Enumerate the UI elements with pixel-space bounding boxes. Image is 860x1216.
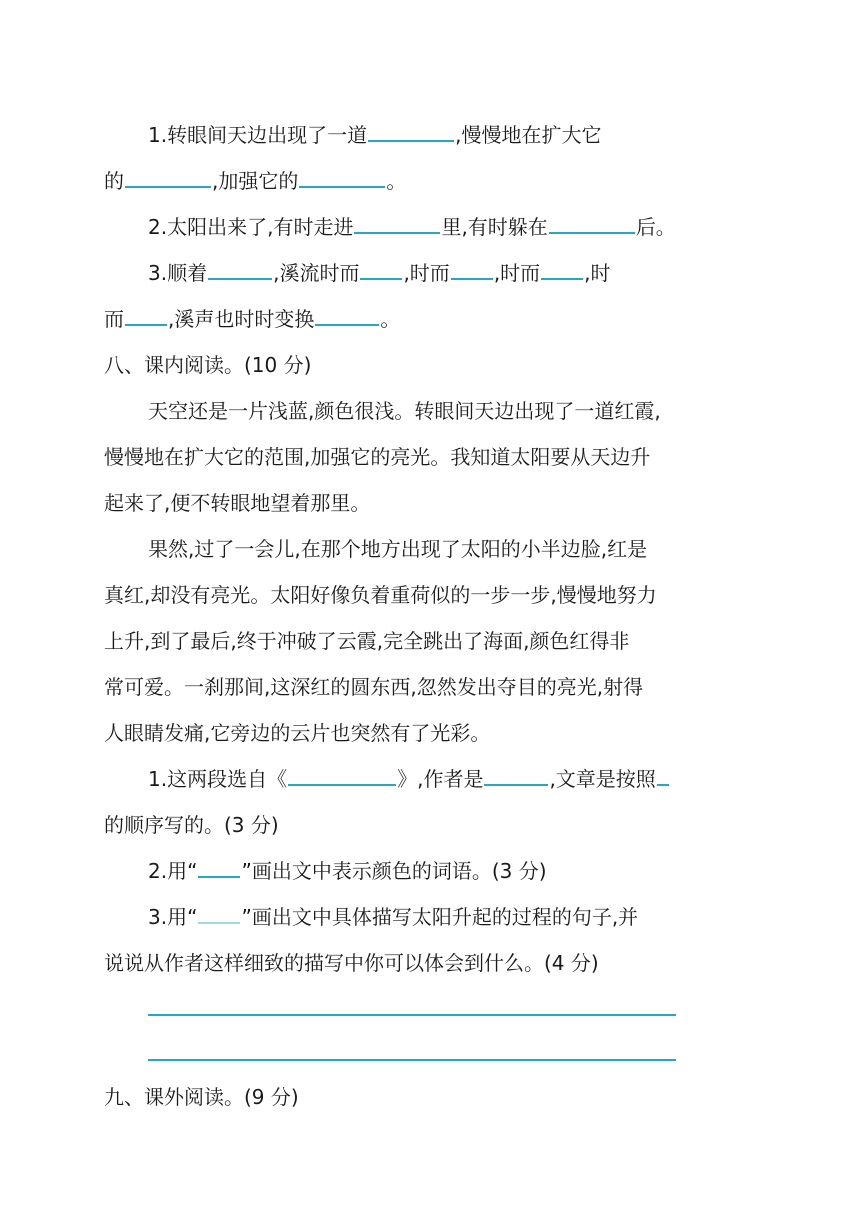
q7-item2-text-c: 后。 [635,215,676,239]
q7-item3-text-f: 而 [104,307,124,331]
underline-sample [198,860,240,878]
s8-q2-line [148,858,547,884]
q7-item3-text-h: 。 [380,307,401,331]
answer-line[interactable] [148,1014,676,1016]
underline-sample [198,906,240,924]
passage-p2-line5: 人眼睛发痛,它旁边的云片也突然有了光彩。 [104,721,491,745]
section8-heading: 八、课内阅读。(10 分) [104,353,312,377]
answer-blank[interactable] [360,262,402,280]
answer-blank[interactable] [484,768,548,786]
s8-q1-text-b: 》,作者是 [397,767,484,791]
q7-item1-text-d: ,加强它的 [212,169,299,193]
q7-item3-text-a: 3.顺着 [148,261,208,285]
passage-p1-line3: 起来了,便不转眼地望着那里。 [104,491,371,515]
q7-item2-text-b: 里,有时躲在 [441,215,548,239]
q7-item1-line2 [104,168,406,194]
passage-p2-line2: 真红,却没有亮光。太阳好像负着重荷似的一步一步,慢慢地努力 [104,583,657,607]
q7-item2-text-a: 2.太阳出来了,有时走进 [148,215,354,239]
answer-blank[interactable] [208,262,272,280]
answer-blank[interactable] [549,216,635,234]
q7-item1-text-b: ,慢慢地在扩大它 [455,123,602,147]
q7-item1-text-c: 的 [104,169,124,193]
q7-item3-line1 [148,260,611,286]
s8-q3-line1 [148,904,638,930]
answer-blank[interactable] [288,768,396,786]
q7-item3-text-g: ,溪声也时时变换 [168,307,315,331]
answer-blank[interactable] [315,308,379,326]
answer-blank[interactable] [125,308,167,326]
q7-item1-text-a: 1.转眼间天边出现了一道 [148,123,368,147]
s8-q1-line2: 的顺序写的。(3 分) [104,813,279,837]
s8-q1-text-a: 1.这两段选自《 [148,767,288,791]
answer-line[interactable] [148,1059,676,1061]
passage-p1-line2: 慢慢地在扩大它的范围,加强它的亮光。我知道太阳要从天边升 [104,445,651,469]
section9-heading: 九、课外阅读。(9 分) [104,1085,299,1109]
q7-item3-text-d: ,时而 [493,261,541,285]
answer-blank[interactable] [451,262,493,280]
passage-p2-line3: 上升,到了最后,终于冲破了云霞,完全跳出了海面,颜色红得非 [104,629,630,653]
passage-p2-line4: 常可爱。一刹那间,这深红的圆东西,忽然发出夺目的亮光,射得 [104,675,644,699]
q7-item2-line [148,214,676,240]
answer-blank[interactable] [368,124,454,142]
s8-q1-line1 [148,766,670,792]
answer-blank[interactable] [125,170,211,188]
passage-p2-line1: 果然,过了一会儿,在那个地方出现了太阳的小半边脸,红是 [148,537,648,561]
answer-blank[interactable] [354,216,440,234]
q7-item3-text-b: ,溪流时而 [273,261,360,285]
s8-q3-line2: 说说从作者这样细致的描写中你可以体会到什么。(4 分) [104,951,599,975]
q7-item1-line1 [148,122,601,148]
s8-q3-text-a: 3.用“ [148,905,198,929]
answer-blank[interactable] [657,768,669,786]
passage-p1-line1: 天空还是一片浅蓝,颜色很浅。转眼间天边出现了一道红霞, [148,399,661,423]
q7-item3-text-e: ,时 [584,261,611,285]
answer-blank[interactable] [541,262,583,280]
q7-item3-text-c: ,时而 [403,261,450,285]
s8-q3-text-b: ”画出文中具体描写太阳升起的过程的句子,并 [241,905,639,929]
answer-blank[interactable] [299,170,385,188]
s8-q1-text-c: ,文章是按照 [549,767,656,791]
s8-q2-text-b: ”画出文中表示颜色的词语。(3 分) [241,859,547,883]
s8-q2-text-a: 2.用“ [148,859,198,883]
q7-item3-line2 [104,306,400,332]
q7-item1-text-e: 。 [386,169,407,193]
